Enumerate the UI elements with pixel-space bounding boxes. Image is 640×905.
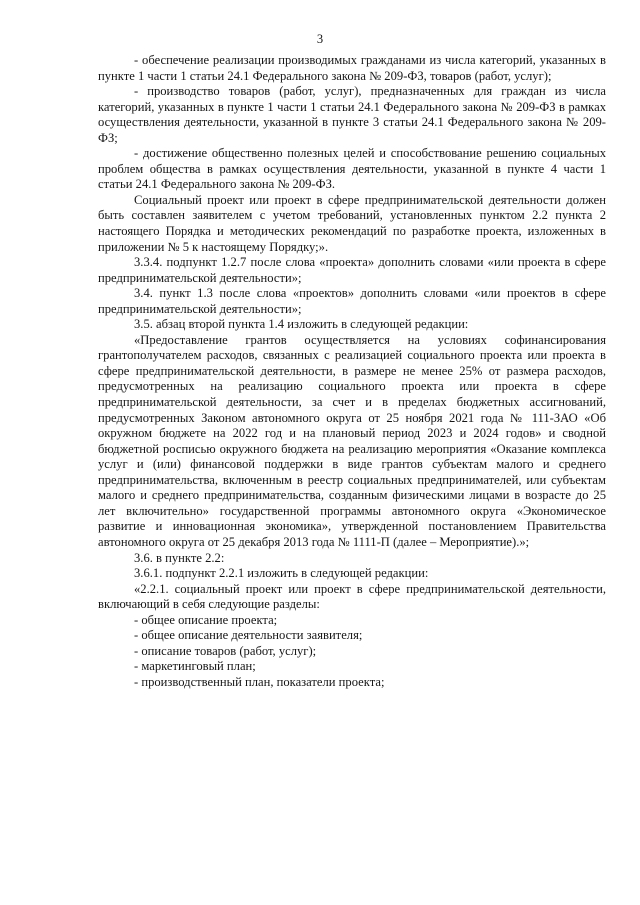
paragraph-3-4: 3.4. пункт 1.3 после слова «проектов» дополнить словами «или проектов в сфере предпринимательской деятельности»; [98,286,606,316]
list-item-project-description: - общее описание проекта; [134,612,278,627]
paragraph-3-3-4: 3.3.4. подпункт 1.2.7 после слова «проекта» дополнить словами «или проекта в сфере предпринимательской деятельности»; [98,255,606,285]
paragraph-bullet-social-goals: - достижение общественно полезных целей и способствование решению социальных проблем общества в рамках осуществления деятельности, указанной в пункте 4 части 1 статьи 24.1 Федерального закона № 209-ФЗ. [98,146,606,192]
list-item-goods-description: - описание товаров (работ, услуг); [134,643,317,658]
paragraph-bullet-production: - производство товаров (работ, услуг), предназначенных для граждан из числа категорий, указанных в пункте 1 части 1 статьи 24.1 Федерального закона № 209-ФЗ в рамках осуществления деятельности, указанной в пункте 3 статьи 24.1 Федерального закона № 209-ФЗ; [98,84,606,145]
paragraph-3-5: 3.5. абзац второй пункта 1.4 изложить в следующей редакции: [134,317,469,332]
paragraph-bullet-implementation: - обеспечение реализации производимых гражданами из числа категорий, указанных в пункте 1 части 1 статьи 24.1 Федерального закона № 209-ФЗ, товаров (работ, услуг); [98,53,606,83]
list-item-production-plan: - производственный план, показатели проекта; [134,674,385,689]
paragraph-3-6: 3.6. в пункте 2.2: [134,550,225,565]
paragraph-grants-provision: «Предоставление грантов осуществляется на условиях софинансирования грантополучателем расходов, связанных с реализацией социального проекта или проекта в сфере предпринимательской деятельности, в размере не менее 25% от размера расходов, предусмотренных на реализацию социального проекта или проекта в сфере предпринимательской деятельности, за счет и в пределах бюджетных ассигнований, предусмотренных Законом автономного округа от 25 ноября 2021 года № 111-ЗАО «Об окружном бюджете на 2022 год и на плановый период 2023 и 2024 годов» и сводной бюджетной росписью окружного бюджета на реализацию мероприятия «Оказание комплекса услуг и (или) финансовой поддержки в виде грантов субъектам малого и среднего предпринимательства, включенным в реестр социальных предпринимателей, или субъектам малого и среднего предпринимательства, созданным физическими лицами в возрасте до 25 лет включительно» государственной программы автономного округа «Экономическое развитие и инновационная экономика», утвержденной постановлением Правительства автономного округа от 25 декабря 2013 года № 1111-П (далее – Мероприятие).»; [98,332,606,549]
paragraph-2-2-1: «2.2.1. социальный проект или проект в сфере предпринимательской деятельности, включающий в себя следующие разделы: [98,581,606,612]
paragraph-social-project: Социальный проект или проект в сфере предпринимательской деятельности должен быть составлен заявителем с учетом требований, установленных пунктом 2.2 пункта 2 настоящего Порядка и методических рекомендаций по разработке проекта, изложенных в приложении № 5 к настоящему Порядку;». [98,192,606,254]
paragraph-3-6-1: 3.6.1. подпункт 2.2.1 изложить в следующей редакции: [134,566,429,581]
document-body [98,53,606,690]
list-item-marketing-plan: - маркетинговый план; [134,659,256,674]
list-item-applicant-description: - общее описание деятельности заявителя; [134,628,363,643]
page-number: 3 [316,32,324,46]
